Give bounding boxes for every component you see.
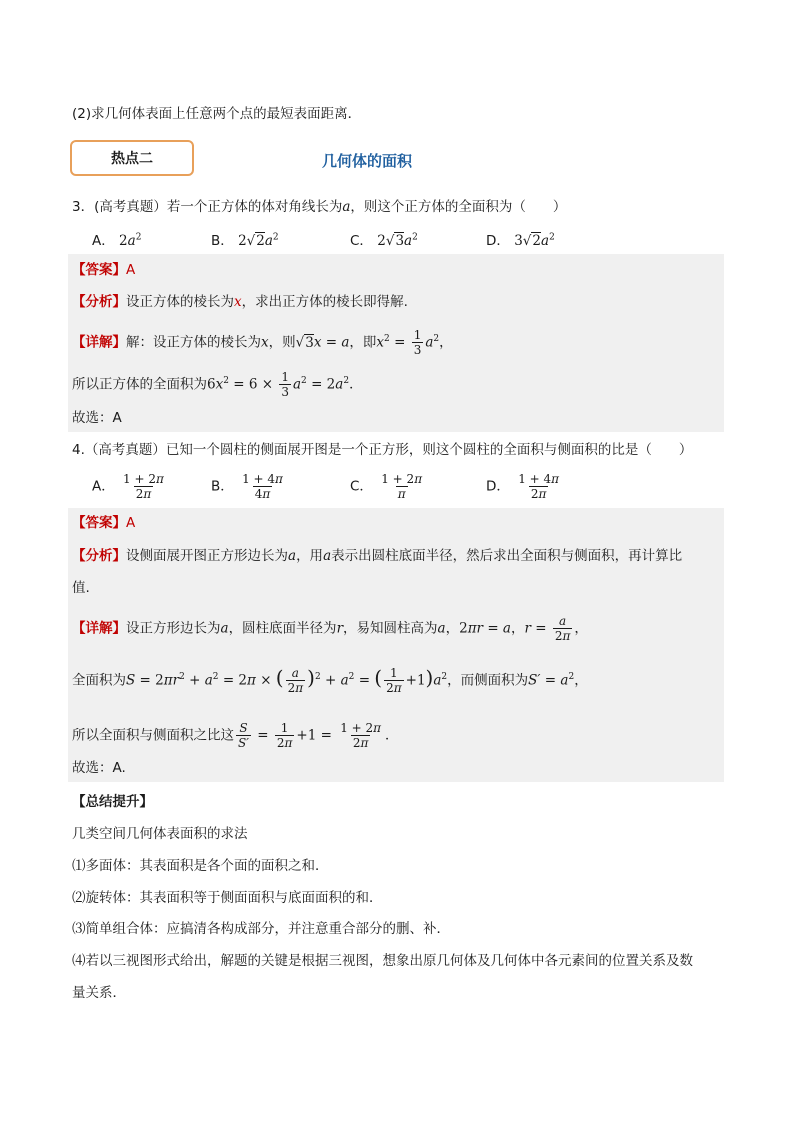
q4-analysis: 【分析】设侧面展开图正方形边长为a，用a表示出圆柱底面半径，然后求出全面积与侧面积，再计算比 [72,548,683,564]
q4-choose: 故选：A. [72,760,126,776]
q3-option-b: B． $2√2a^2$ [211,232,279,249]
q3-detail: 【详解】解：设正方体的棱长为x，则√3x = a，即$x^2$ = $\frac{1}{3}$ $a^2$， [72,328,453,357]
q4-option-d: D． $\frac{1 + 4\pi}{2\pi}$ [486,472,560,501]
summary-item-4: ⑷若以三视图形式给出，解题的关键是根据三视图，想象出原几何体及几何体中各元素间的位置关系及数 [72,953,693,969]
q4-option-a: A． $\frac{1 + 2\pi}{2\pi}$ [92,472,164,501]
summary-item-3: ⑶简单组合体：应搞清各构成部分，并注意重合部分的删、补． [72,921,450,937]
hotspot-badge [70,140,194,176]
hotspot-label: 热点二 [111,151,153,167]
q4-detail: 【详解】设正方形边长为a，圆柱底面半径为r，易知圆柱高为a，2πr = a，r = $\frac{a}{2\pi}$ ， [72,614,588,643]
q3-option-a: A． $2a^2$ [92,232,142,249]
prev-question-part-2: (2)求几何体表面上任意两个点的最短表面距离． [72,106,362,122]
q4-detail-line3: 所以全面积与侧面积之比这 $\frac{S}{S'}$ = $\frac{1}{2\pi}$ +1 = $\frac{1 + 2\pi}{2\pi}$ ． [72,721,399,750]
summary-title: 几类空间几何体表面积的求法 [72,826,248,842]
q3-stem [72,197,566,217]
q4-analysis-cont: 值. [72,580,90,596]
q3-answer: 【答案】A [72,262,136,278]
q4-detail-line2: 全面积为$S = 2\pi r^2 + a^2 = 2\pi$ × ( $\frac{a}{2\pi}$ )$^2 + a^2$ = ( $\frac{1}{2\pi}$ $+1)a^2$，而侧面积为$S' = a^2$， [72,665,588,695]
section-title: 几何体的面积 [322,152,413,170]
q3-stem-a: 3．(高考真题）若一个正方体的体对角线长为 [72,199,343,215]
q3-stem-var: a [342,199,351,215]
q3-choose: 故选：A [72,410,122,426]
q3-option-c: C． $2√3a^2$ [350,232,418,249]
q4-stem: 4.（高考真题）已知一个圆柱的侧面展开图是一个正方形，则这个圆柱的全面积与侧面积的比是（ ） [72,442,693,458]
q3-stem-b: ，则这个正方体的全面积为（ ） [350,199,567,215]
q4-answer: 【答案】A [72,515,136,531]
summary-item-1: ⑴多面体：其表面积是各个面的面积之和． [72,858,329,874]
summary-item-2: ⑵旋转体：其表面积等于侧面面积与底面面积的和． [72,890,383,906]
summary-item-4-cont: 量关系． [72,985,126,1001]
summary-tag: 【总结提升】 [72,794,153,810]
q3-detail-line2: 所以正方体的全面积为$6x^2 = 6$ × $\frac{1}{3}$ $a^2 = 2a^2$． [72,370,363,399]
q4-option-c: C． $\frac{1 + 2\pi}{\pi}$ [350,472,423,501]
q3-analysis: 【分析】设正方体的棱长为x，求出正方体的棱长即得解. [72,294,408,310]
q3-option-d: D． $3√2a^2$ [486,232,555,249]
q4-option-b: B． $\frac{1 + 4\pi}{4\pi}$ [211,472,283,501]
